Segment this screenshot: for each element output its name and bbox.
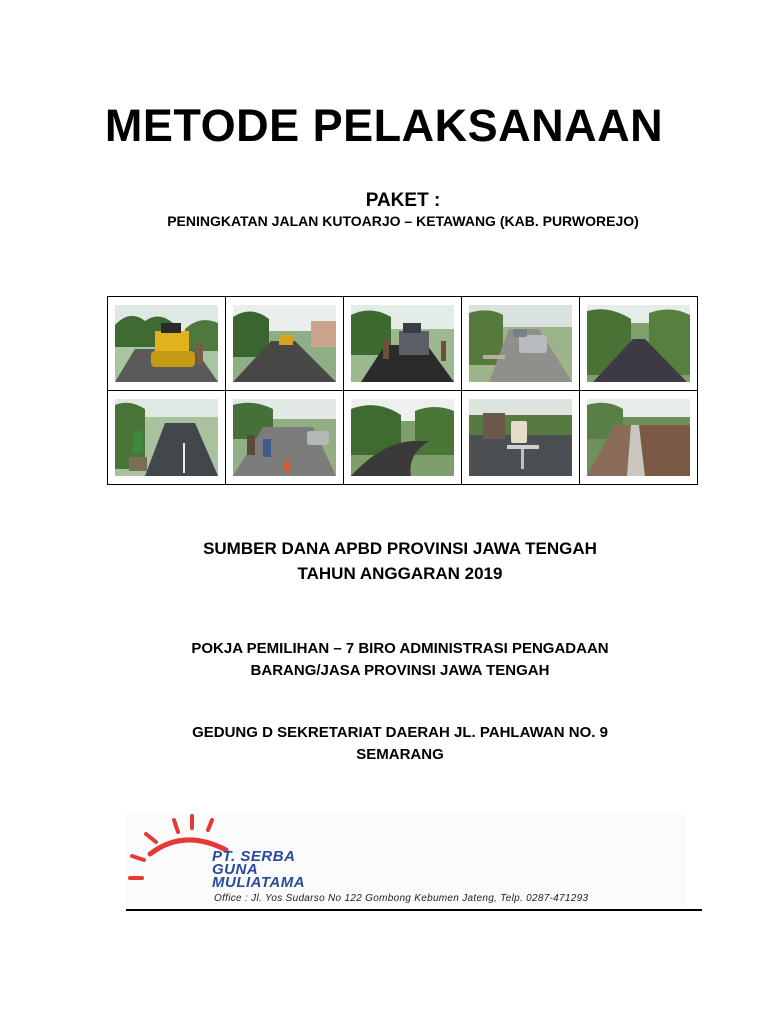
photo-cell bbox=[462, 391, 580, 485]
parked-cars-photo bbox=[469, 305, 572, 382]
asphalt-paver-photo bbox=[351, 305, 454, 382]
company-name-line-3: MULIATAMA bbox=[212, 874, 306, 891]
photo-cell bbox=[226, 297, 344, 391]
company-logo bbox=[126, 814, 686, 910]
photo-cell bbox=[344, 297, 462, 391]
office-address: Office : Jl. Yos Sudarso No 122 Gombong Kebumen Jateng, Telp. 0287-471293 bbox=[214, 893, 589, 904]
funding-line-1: SUMBER DANA APBD PROVINSI JAWA TENGAH bbox=[203, 539, 597, 558]
photo-cell bbox=[108, 297, 226, 391]
photo-cell bbox=[226, 391, 344, 485]
curved-road-photo bbox=[351, 399, 454, 476]
core-sample-test-photo bbox=[469, 399, 572, 476]
paket-label: PAKET : bbox=[365, 190, 441, 211]
company-name bbox=[212, 850, 305, 889]
document-title: METODE PELAKSANAAN bbox=[104, 100, 664, 151]
funding-source bbox=[0, 536, 768, 586]
truck-on-road-photo bbox=[233, 305, 336, 382]
photo-grid bbox=[107, 296, 698, 485]
pokja-info bbox=[0, 638, 768, 682]
footer-divider bbox=[126, 909, 702, 911]
photo-cell bbox=[580, 391, 698, 485]
photo-row bbox=[108, 297, 698, 391]
photo-cell bbox=[580, 297, 698, 391]
address-info bbox=[0, 722, 768, 766]
address-line-2: SEMARANG bbox=[356, 746, 444, 763]
road-marking-photo bbox=[115, 399, 218, 476]
road-workers-photo bbox=[233, 399, 336, 476]
address-line-1: GEDUNG D SEKRETARIAT DAERAH JL. PAHLAWAN NO. 9 bbox=[192, 724, 608, 741]
funding-line-2: TAHUN ANGGARAN 2019 bbox=[297, 564, 503, 583]
photo-cell bbox=[108, 391, 226, 485]
pokja-line-2: BARANG/JASA PROVINSI JAWA TENGAH bbox=[250, 662, 550, 679]
drainage-channel-photo bbox=[587, 399, 690, 476]
paved-road-photo bbox=[587, 305, 690, 382]
photo-cell bbox=[344, 391, 462, 485]
road-roller-photo bbox=[115, 305, 218, 382]
paket-name: PENINGKATAN JALAN KUTOARJO – KETAWANG (KAB. PURWOREJO) bbox=[167, 213, 639, 229]
company-name-line-2: GUNA bbox=[212, 861, 259, 878]
pokja-line-1: POKJA PEMILIHAN – 7 BIRO ADMINISTRASI PENGADAAN bbox=[191, 640, 609, 657]
company-name-line-1: PT. SERBA bbox=[212, 848, 296, 865]
photo-row bbox=[108, 391, 698, 485]
photo-cell bbox=[462, 297, 580, 391]
